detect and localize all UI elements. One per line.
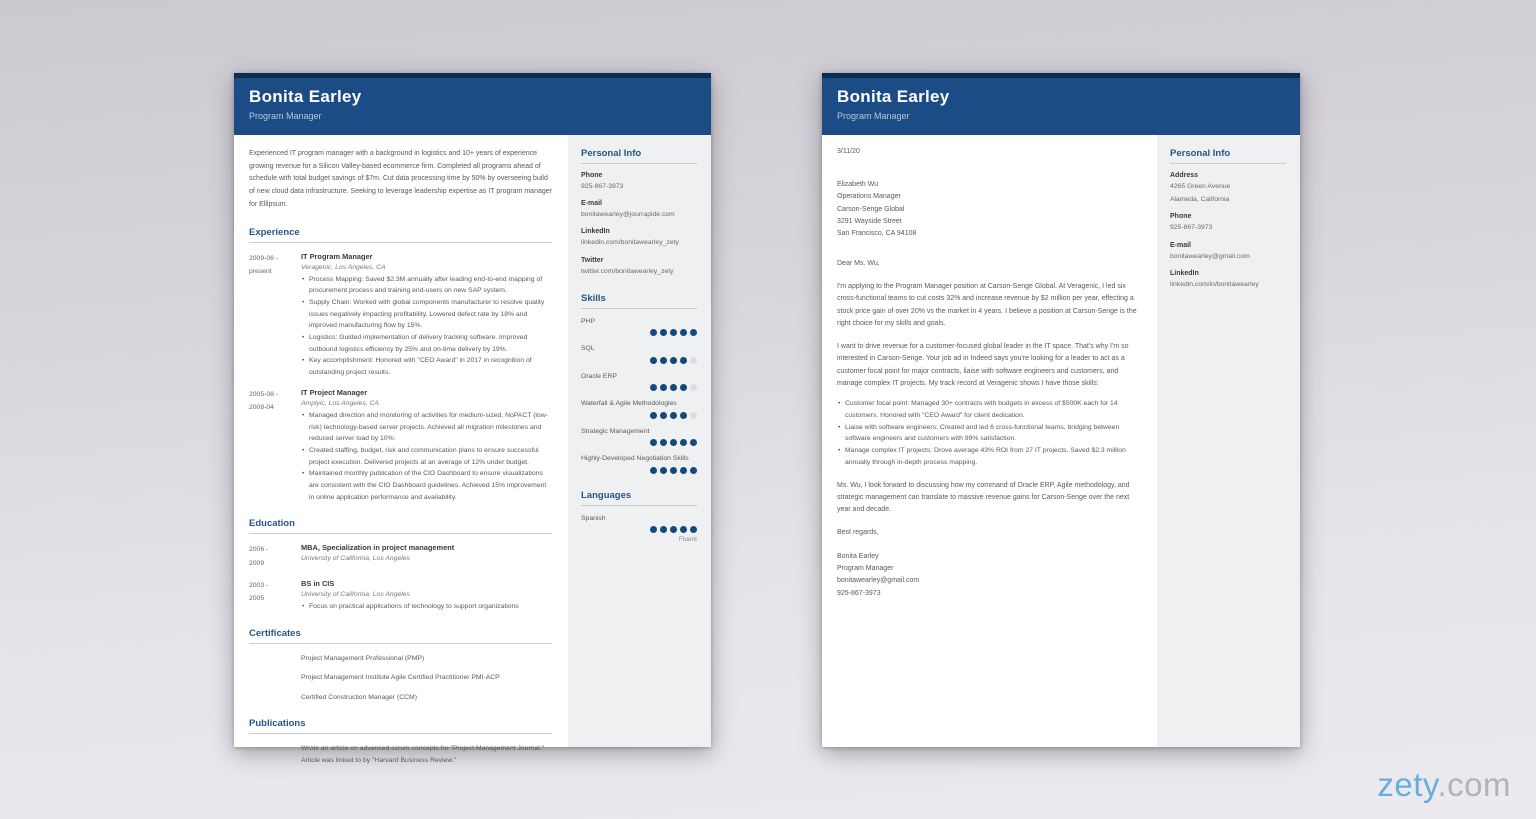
signature-name: Bonita Earley	[837, 552, 879, 560]
letter-bullet: • Liaise with software engineers: Created and led 6 cross-functional teams, bridging between software engineers and customers with 99% satisfaction.	[837, 422, 1141, 445]
personal-info-heading: Personal Info	[1170, 148, 1286, 164]
bullet-item: • Key accomplishment: Honored with "CEO Award" in 2017 in recognition of outstanding project results.	[301, 355, 552, 378]
entry-dates	[249, 252, 301, 379]
salutation: Dear Ms. Wu,	[837, 259, 880, 267]
entry-dates	[249, 579, 301, 613]
recipient-city: San Francisco, CA 94108	[837, 230, 917, 238]
letter-date: 3/11/20	[837, 148, 860, 155]
certificate-item: Project Management Professional (PMP)	[301, 654, 425, 662]
recipient-street: 3291 Wayside Street	[837, 217, 902, 225]
date-from: 2003 -	[249, 581, 269, 589]
entry-title: IT Project Manager	[301, 387, 368, 397]
letter-paragraph: I'm applying to the Program Manager position at Carson-Senge Global. At Veragenic, I led six cross-functional teams to cut costs 32% and increase revenue by $2 million per year, effecting a stock price gain of over 20% vs the market in 4 years. I believe a position at Carson-Senge is the right choice for my skills and goals.	[837, 282, 1137, 327]
resume-job-title: Program Manager	[249, 111, 322, 121]
skill-level-dots	[581, 467, 697, 474]
skill-level-dots	[581, 412, 697, 419]
skill-name: Highly-Developed Negotiation Skills	[581, 455, 689, 463]
linkedin-value: linkedin.com/in/bonitawearley	[1170, 280, 1259, 288]
recipient-company: Carson-Senge Global	[837, 205, 905, 213]
email-label: E-mail	[1170, 241, 1192, 249]
degree-title: BS in CIS	[301, 578, 335, 588]
resume-summary: Experienced IT program manager with a background in logistics and 10+ years of experience growing revenue for a Silicon Valley-based ecommerce firm. Completed all programs ahead of schedule with total budget savings of $7m. Cut data processing time by 50% by overseeing build of new cloud data infrastructure. Seeking to leverage leadership expertise as IT program manager for Ellipsum.	[249, 150, 552, 208]
date-from: 2009-06 -	[249, 254, 279, 262]
education-entry	[249, 543, 552, 570]
language-level-dots	[581, 526, 697, 533]
skill-name: Strategic Management	[581, 427, 650, 435]
entry-dates	[249, 388, 301, 504]
language-level-label: Fluent	[678, 536, 697, 544]
skill-item	[581, 344, 697, 364]
entry-company: Veragenic, Los Angeles, CA	[301, 263, 386, 271]
zety-logo	[1377, 766, 1511, 804]
signature-email: bonitawearley@gmail.com	[837, 577, 920, 585]
section-heading-education: Education	[249, 518, 552, 534]
skill-item	[581, 317, 697, 337]
school-name: University of California, Los Angeles	[301, 590, 410, 598]
signoff: Best regards,	[837, 529, 879, 537]
linkedin-label: LinkedIn	[581, 228, 610, 236]
email-value: bonitawearley@jourrapide.com	[581, 211, 675, 219]
skills-heading: Skills	[581, 293, 697, 309]
recipient-title: Operations Manager	[837, 193, 901, 201]
cover-letter-page	[822, 73, 1300, 747]
linkedin-label: LinkedIn	[1170, 269, 1199, 277]
bullet-item: • Logistics: Guided implementation of delivery tracking software. Improved outbound logistics efficiency by 25% and on-time delivery by 19%.	[301, 332, 552, 355]
entry-title: IT Program Manager	[301, 251, 373, 261]
publication-item: Wrote an article on advanced scrum concepts for "Project Management Journal." Article was linked to by "Harvard Business Review."	[301, 745, 545, 764]
skill-name: PHP	[581, 317, 595, 325]
skill-name: Oracle ERP	[581, 372, 617, 380]
bullet-item: • Created staffing, budget, risk and communication plans to ensure successful project execution. Delivered projects at an average of 12% under budget.	[301, 445, 552, 468]
recipient-name: Elizabeth Wu	[837, 181, 879, 188]
date-to: 2005	[249, 595, 265, 603]
experience-entry	[249, 252, 552, 379]
date-to: 2009	[249, 559, 265, 567]
bullet-item: • Process Mapping: Saved $2.3M annually after leading end-to-end mapping of procurement process and training end-users on new SAP system.	[301, 274, 552, 297]
address-label: Address	[1170, 172, 1199, 179]
section-heading-certificates: Certificates	[249, 628, 552, 644]
entry-company: Amplyic, Los Angeles, CA	[301, 399, 379, 407]
bullet-item: • Supply Chain: Worked with global components manufacturer to resolve quality issues negatively impacting profitability. Lowered defect rate by 18% and improved manufacturing flow by 15%.	[301, 297, 552, 332]
date-to: present	[249, 267, 272, 275]
cover-letter-header	[822, 73, 1300, 135]
cover-letter-sidebar	[1157, 135, 1300, 747]
personal-info-heading: Personal Info	[581, 148, 697, 164]
phone-value: 925-867-3973	[581, 183, 624, 190]
section-heading-publications: Publications	[249, 718, 552, 734]
skill-item	[581, 372, 697, 392]
skill-item	[581, 427, 697, 447]
languages-heading: Languages	[581, 490, 697, 506]
letter-bullet: • Customer focal point: Managed 30+ contracts with budgets in excess of $500K each for 14 customers. Honored with "CEO Award" for client dedication.	[837, 398, 1141, 421]
bullet-item: • Managed direction and monitoring of activities for medium-sized, NoPACT (low-risk) technology-based server projects. Achieved all migration milestones and reduced server load by 10%.	[301, 410, 552, 445]
resume-name: Bonita Earley	[249, 87, 362, 106]
skill-level-dots	[581, 357, 697, 364]
skill-level-dots	[581, 384, 697, 391]
twitter-value: twitter.com/bonitawearley_zety	[581, 267, 674, 275]
resume-header	[234, 73, 711, 135]
signature-title: Program Manager	[837, 565, 894, 573]
phone-label: Phone	[1170, 213, 1192, 221]
resume-page	[234, 73, 711, 764]
resume-sidebar	[568, 135, 711, 747]
signature-block	[837, 551, 1141, 600]
skill-item	[581, 454, 697, 474]
section-heading-experience: Experience	[249, 227, 552, 243]
language-item	[581, 514, 697, 544]
skill-level-dots	[581, 329, 697, 336]
bullet-item: • Maintained monthly publication of the CIO Dashboard to ensure visualizations are consistent with the CIO Dashboard guidelines. Achieved 15% improvement in online application performance and availability.	[301, 468, 552, 503]
recipient-block	[837, 179, 1141, 241]
degree-title: MBA, Specialization in project management	[301, 543, 455, 553]
skill-name: SQL	[581, 345, 595, 353]
zety-logo-secondary: .com	[1437, 766, 1511, 803]
signature-phone: 925-867-3973	[837, 589, 881, 597]
address-line: Alameda, California	[1170, 196, 1230, 204]
education-entry	[249, 579, 552, 613]
linkedin-value: linkedin.com/bonitawearley_zety	[581, 239, 679, 247]
school-name: University of California, Los Angeles	[301, 555, 410, 563]
experience-entry	[249, 388, 552, 504]
certificate-item: Certified Construction Manager (CCM)	[301, 693, 417, 701]
bullet-item: • Focus on practical applications of technology to support organizations	[301, 601, 552, 613]
certificate-item: Project Management Institute Agile Certified Practitioner PMI-ACP	[301, 674, 500, 682]
letter-paragraph: I want to drive revenue for a customer-focused global leader in the IT space. That's why I'm so interested in Carson-Senge. Your job ad in Indeed says you're looking for a leader to act as a customer focal point for major contracts, liaise with software engineers and customers, and manage complex IT projects. My track record at Veragenic shows I have those skills:	[837, 343, 1129, 388]
cover-letter-job-title: Program Manager	[837, 111, 910, 121]
zety-logo-primary: zety	[1377, 766, 1438, 803]
phone-value: 925-867-3973	[1170, 224, 1213, 232]
skill-item	[581, 399, 697, 419]
date-to: 2008-04	[249, 404, 274, 412]
cover-letter-name: Bonita Earley	[837, 87, 950, 106]
date-from: 2005-08 -	[249, 390, 279, 398]
address-line: 4265 Green Avenue	[1170, 183, 1231, 190]
email-value: bonitawearley@gmail.com	[1170, 252, 1250, 260]
date-from: 2006 -	[249, 546, 269, 554]
cover-letter-main-column	[822, 135, 1157, 747]
language-name: Spanish	[581, 514, 606, 522]
twitter-label: Twitter	[581, 256, 604, 264]
letter-paragraph: Ms. Wu, I look forward to discussing how my command of Oracle ERP, Agile methodology, and strategic management can translate to massive revenue gains for Carson-Senge over the next year and decade.	[837, 481, 1130, 514]
entry-dates	[249, 543, 301, 570]
email-label: E-mail	[581, 200, 603, 208]
letter-bullet: • Manage complex IT projects: Drove average 43% ROI from 27 IT projects. Saved $2.3 million annually through in-depth process mapping.	[837, 445, 1141, 468]
resume-main-column	[234, 135, 568, 764]
phone-label: Phone	[581, 172, 603, 179]
skill-name: Waterfall & Agile Methodologies	[581, 400, 677, 408]
skill-level-dots	[581, 439, 697, 446]
